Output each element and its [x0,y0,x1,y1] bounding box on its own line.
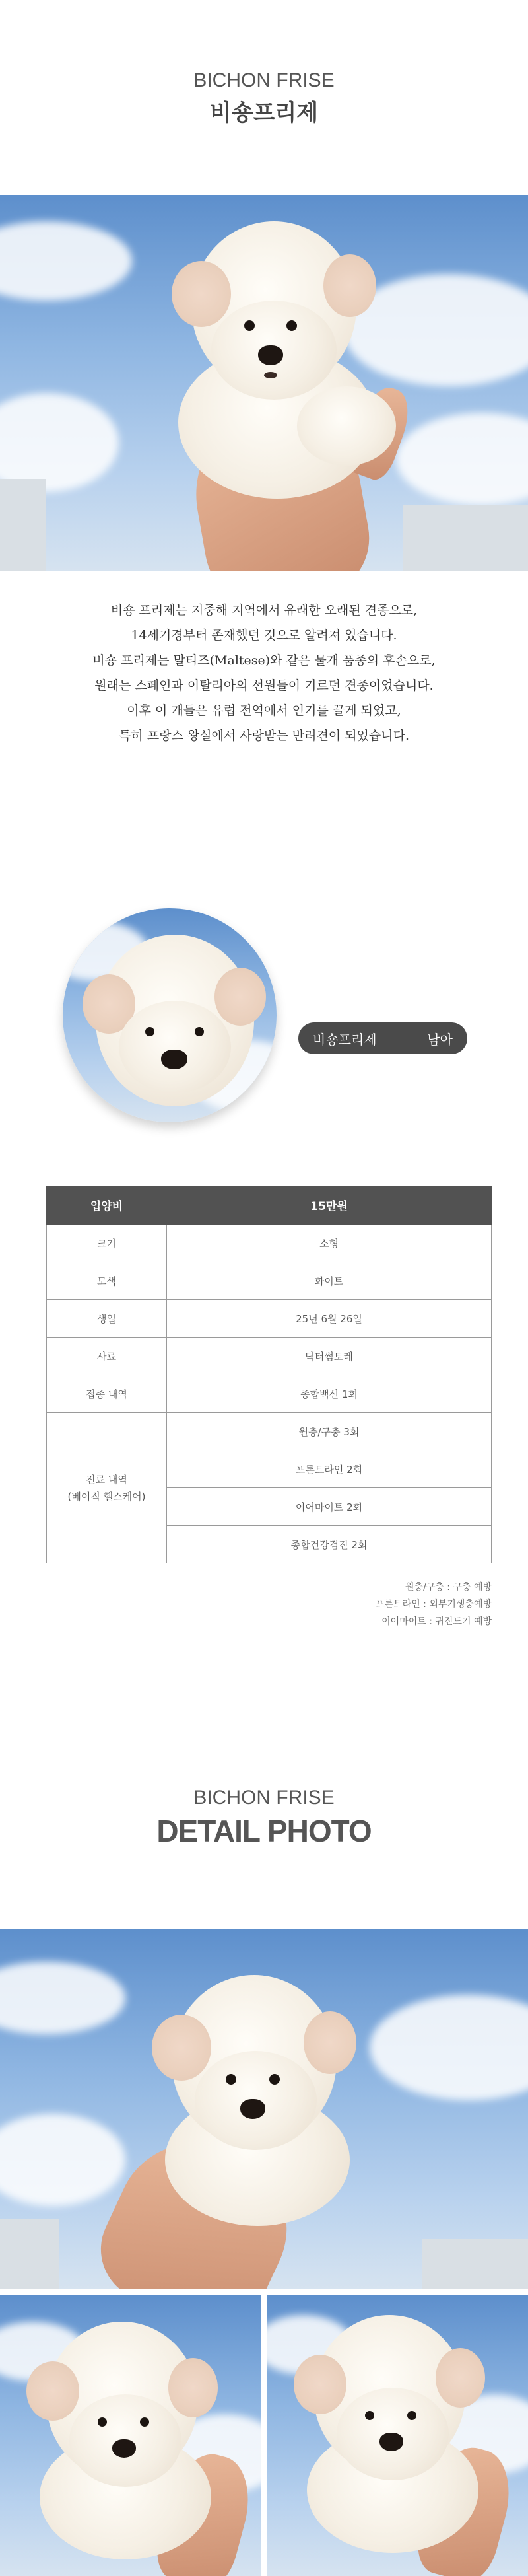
detail-title: DETAIL PHOTO [156,1814,372,1848]
table-row [47,1262,492,1300]
section-heading [0,69,528,127]
care-value: 종합건강검진 2회 [167,1526,492,1563]
row-value: 종합백신 1회 [167,1375,492,1413]
row-value: 25년 6월 26일 [167,1300,492,1338]
table-row [47,1413,492,1450]
profile-photo [63,908,277,1122]
korean-title: 비숑프리제 [209,100,319,126]
care-label-line: 진료 내역 [86,1473,127,1485]
row-label: 모색 [47,1262,167,1300]
row-label: 접종 내역 [47,1375,167,1413]
description-line: 특히 프랑스 왕실에서 사랑받는 반려견이 되었습니다. [118,729,410,743]
note-line: 이어마이트 : 귀진드기 예방 [381,1616,492,1627]
description-line: 원래는 스페인과 이탈리아의 선원들이 기르던 견종이었습니다. [94,678,434,693]
note-line: 원충/구충 : 구충 예방 [405,1582,492,1592]
care-label-line: (베이직 헬스케어) [67,1490,146,1503]
detail-photo-right [267,2295,528,2576]
note-line: 프론트라인 : 외부기생충예방 [376,1599,492,1610]
profile-badge [298,1022,467,1054]
price-value: 15만원 [167,1186,492,1225]
detail-photo-main [0,1929,528,2289]
english-title: BICHON FRISE [193,1787,335,1808]
price-label: 입양비 [47,1186,167,1225]
row-label: 사료 [47,1338,167,1375]
row-value: 소형 [167,1225,492,1262]
row-label: 크기 [47,1225,167,1262]
row-value: 화이트 [167,1262,492,1300]
table-row [47,1338,492,1375]
row-label: 생일 [47,1300,167,1338]
description-line: 이후 이 개들은 유럽 전역에서 인기를 끌게 되었고, [127,703,401,718]
care-value: 프론트라인 2회 [167,1450,492,1488]
detail-photo-left [0,2295,261,2576]
hero-photo [0,195,528,571]
table-header-row [47,1186,492,1225]
description-line: 비숑 프리제는 지중해 지역에서 유래한 오래된 견종으로, [110,603,418,618]
table-row [47,1300,492,1338]
care-label [47,1413,167,1563]
detail-heading [0,1787,528,1849]
english-title: BICHON FRISE [193,69,335,91]
adoption-info-table [46,1186,492,1563]
care-value: 이어마이트 2회 [167,1488,492,1526]
sex-label: 남아 [427,1031,453,1048]
breed-description [0,598,528,748]
table-row [47,1225,492,1262]
table-row [47,1375,492,1413]
care-value: 원충/구충 3회 [167,1413,492,1450]
breed-label: 비숑프리제 [313,1031,377,1048]
description-line: 비숑 프리제는 말티즈(Maltese)와 같은 물개 품종의 후손으로, [92,653,436,668]
row-value: 닥터썸토레 [167,1338,492,1375]
care-notes [376,1579,492,1630]
description-line: 14세기경부터 존재했던 것으로 알려져 있습니다. [131,628,397,643]
